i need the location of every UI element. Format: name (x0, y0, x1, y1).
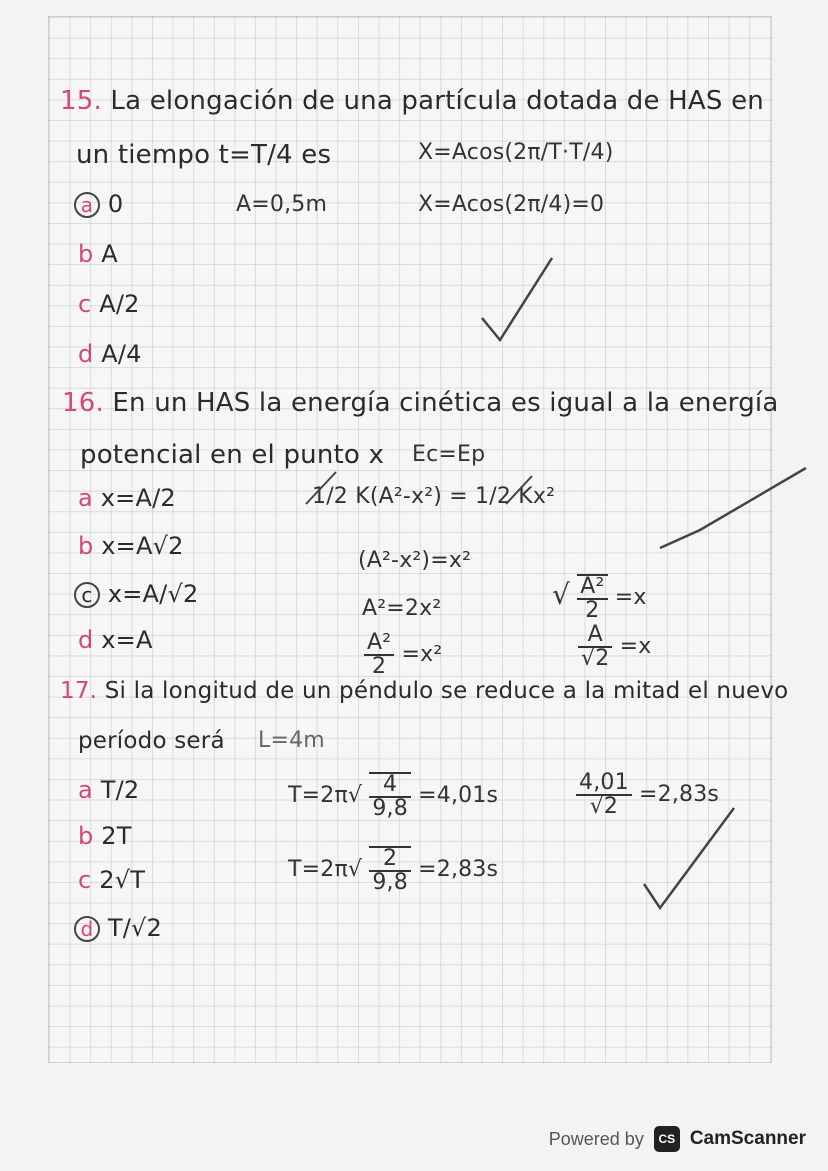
q17-given: L=4m (258, 728, 325, 753)
q17-work-t2-denominator: 9,8 (372, 870, 408, 895)
q15-check-icon (482, 258, 552, 340)
q17-work-t1-numerator: 4 (369, 774, 411, 798)
q16-option-d-letter: d (78, 626, 94, 654)
q16-text-1: En un HAS la energía cinética es igual a la energía (112, 388, 779, 418)
q15-text-2: un tiempo t=T/4 es (76, 140, 332, 170)
cancel-stroke-icon-2 (506, 476, 532, 504)
q16-work-eq4-numerator: A² (364, 632, 394, 656)
q16-check-icon (660, 468, 806, 548)
q16-work-eq1: 1/2 K(A²-x²) = 1/2 Kx² (312, 484, 556, 509)
q17-text-1: Si la longitud de un péndulo se reduce a la mitad el nuevo (104, 678, 789, 704)
q15-option-c-text: A/2 (99, 290, 140, 318)
q15-option-d-text: A/4 (101, 340, 142, 368)
q17-text-2: período será (78, 728, 225, 754)
q15-number: 15. (60, 86, 102, 116)
q15-option-a-letter: a (74, 192, 100, 218)
q17-option-a-text: T/2 (100, 776, 140, 804)
q16-work-eq6-denominator: √2 (581, 646, 610, 671)
q17-option-a-letter: a (78, 776, 93, 804)
q17-option-c-text: 2√T (99, 866, 146, 894)
q16-option-a-text: x=A/2 (100, 484, 176, 512)
q16-work-eq5-rhs: =x (614, 585, 647, 610)
q17-work-t1-right: =4,01s (418, 783, 499, 808)
q17-option-c-letter: c (78, 866, 92, 894)
q15-option-b-text: A (101, 240, 118, 268)
q17-work-ratio-numerator: 4,01 (576, 772, 632, 796)
q17-work-t1-left: T=2π√ (288, 783, 363, 808)
q17-work-t2-left: T=2π√ (288, 857, 363, 882)
sqrt-symbol: √ (552, 578, 571, 611)
q17-number: 17. (60, 678, 98, 704)
q17-option-b-text: 2T (101, 822, 132, 850)
q16-work-eq2: (A²-x²)=x² (358, 548, 472, 573)
cancel-stroke-icon (306, 472, 336, 504)
q16-work-eq6-rhs: =x (619, 634, 652, 659)
q15-work-2: X=Acos(2π/4)=0 (418, 192, 605, 217)
powered-by-label: Powered by (548, 1128, 644, 1149)
q16-option-c-letter: c (74, 582, 100, 608)
q15-amplitude: A=0,5m (236, 192, 328, 217)
q17-work-t2-numerator: 2 (369, 848, 411, 872)
q15-option-c-letter: c (78, 290, 92, 318)
q17-work-ratio-right: =2,83s (639, 782, 720, 807)
q16-work-eq3: A²=2x² (362, 596, 442, 621)
q16-option-d-text: x=A (101, 626, 153, 654)
q17-option-d-text: T/√2 (107, 914, 162, 942)
q16-work-eq6-numerator: A (578, 624, 612, 648)
q16-number: 16. (62, 388, 104, 418)
q16-work-eq5-numerator: A² (577, 576, 607, 600)
q17-work-ratio-denominator: √2 (589, 794, 619, 819)
q15-option-b-letter: b (78, 240, 94, 268)
q16-work-eq4-denominator: 2 (372, 654, 387, 679)
q16-work-eq4-rhs: =x² (401, 642, 443, 667)
q16-work-eq5-denominator: 2 (585, 598, 600, 623)
q17-option-d-letter: d (74, 916, 100, 942)
q16-option-b-text: x=A√2 (101, 532, 184, 560)
q15-option-a-text: 0 (107, 190, 124, 218)
camscanner-logo-icon: CS (654, 1126, 680, 1152)
camscanner-brand: CamScanner (689, 1128, 806, 1149)
q15-work-1: X=Acos(2π/T·T/4) (418, 140, 614, 165)
q17-work-t1-denominator: 9,8 (372, 796, 408, 821)
q17-check-icon (644, 808, 734, 908)
q17-option-b-letter: b (78, 822, 94, 850)
q16-option-a-letter: a (78, 484, 93, 512)
q16-text-2: potencial en el punto x (80, 440, 385, 470)
q15-option-d-letter: d (78, 340, 94, 368)
q16-condition: Ec=Ep (412, 442, 486, 467)
scanner-footer (549, 1121, 806, 1157)
q16-option-c-text: x=A/√2 (107, 580, 199, 608)
q16-option-b-letter: b (78, 532, 94, 560)
q17-work-t2-right: =2,83s (418, 857, 499, 882)
q15-text-1: La elongación de una partícula dotada de HAS en (110, 86, 764, 116)
